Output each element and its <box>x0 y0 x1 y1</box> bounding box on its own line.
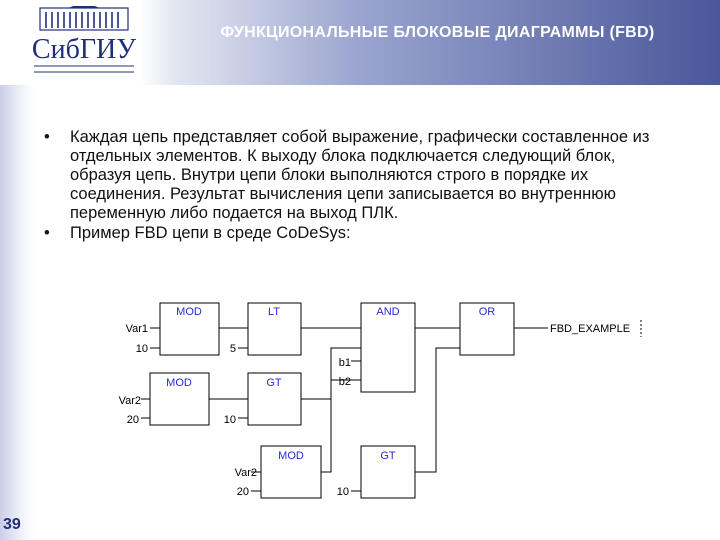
input-label-b1: b1 <box>338 357 351 369</box>
mod-block-1-label: MOD <box>176 306 202 318</box>
bullet-dot: • <box>44 128 50 146</box>
input-label-var2-b: Var2 <box>234 467 257 479</box>
mod-block-2-label: MOD <box>166 377 192 389</box>
gt-block-2-label: GT <box>380 450 396 462</box>
logo-text: СибГИУ <box>31 34 137 65</box>
output-label: FBD_EXAMPLE <box>550 323 631 335</box>
lt-block-label: LT <box>267 306 281 318</box>
input-label-var1: Var1 <box>125 323 148 335</box>
input-label-10-c: 10 <box>336 486 349 498</box>
input-label-var2-a: Var2 <box>118 395 141 407</box>
input-label-20-a: 20 <box>126 414 139 426</box>
input-label-10-b: 10 <box>223 414 236 426</box>
input-label-5: 5 <box>229 343 236 355</box>
input-label-20-b: 20 <box>236 486 249 498</box>
and-block-label: AND <box>376 306 400 318</box>
bullet-dot: • <box>44 224 50 242</box>
or-block-label: OR <box>478 306 496 318</box>
bullet-text: Пример FBD цепи в среде CoDeSys: <box>70 224 351 242</box>
gt-block-1-label: GT <box>266 377 282 389</box>
mod-block-3-label: MOD <box>278 450 304 462</box>
input-label-b2: b2 <box>338 376 351 388</box>
page-number: 39 <box>3 516 21 533</box>
input-label-10: 10 <box>135 343 148 355</box>
bullet-text: Каждая цепь представляет собой выражение, графически составленное из отдельных элементов. К выходу блока подключается следующий блок, образуя цепь. Внутри цепи блоки выполняются строго в порядке их соединения. Результат вычисления цепи записывается во внутреннюю переменную либо подается на выход ПЛК. <box>70 128 650 222</box>
page-title: ФУНКЦИОНАЛЬНЫЕ БЛОКОВЫЕ ДИАГРАММЫ (FBD) <box>220 24 655 41</box>
